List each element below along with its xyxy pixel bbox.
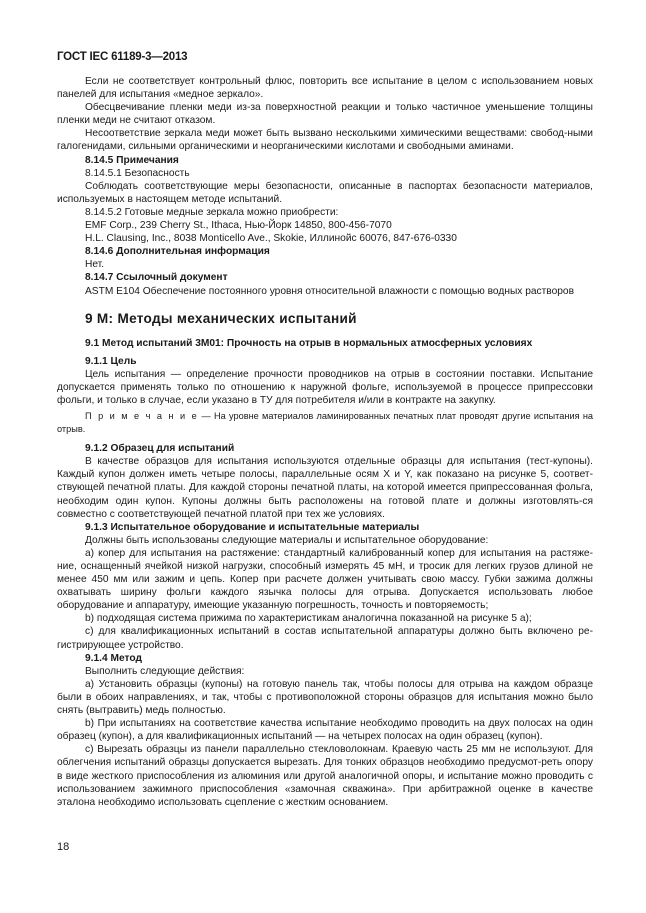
paragraph: Несоответствие зеркала меди может быть вызвано несколькими химическими веществами: свобод-ными галогенидами, сильными органическими и неорганическими кислотами и свободными аминами.: [57, 128, 593, 153]
heading-9-1-1: 9.1.1 Цель: [85, 355, 137, 367]
list-item: с) для квалификационных испытаний в состав испытательной аппаратуры должно быть включено ре-гистрирующее устройство.: [57, 626, 593, 651]
heading-9-1-4: 9.1.4 Метод: [85, 652, 142, 664]
paragraph: Если не соответствует контрольный флюс, повторить все испытание в целом с использованием новых панелей для испытания «медное зеркало».: [57, 76, 593, 101]
heading-8-14-5: 8.14.5 Примечания: [85, 154, 179, 166]
heading-9-1: 9.1 Метод испытаний 3М01: Прочность на отрыв в нормальных атмосферных условиях: [85, 337, 533, 349]
paragraph: Обесцвечивание пленки меди из-за поверхностной реакции и только частичное уменьшение толщины пленки меди не считают отказом.: [57, 102, 593, 127]
heading-8-14-5-1: 8.14.5.1 Безопасность: [85, 167, 190, 179]
list-item: а) Установить образцы (купоны) на готовую панель так, чтобы полосы для отрыва на каждом образце были в обоих направлениях, и так, чтобы с противоположной стороны образцов для испытания можно было снять (вытравить) медь полностью.: [57, 678, 593, 717]
document-header: ГОСТ IEC 61189-3—2013: [57, 51, 188, 63]
paragraph: Нет.: [85, 259, 105, 271]
list-item: b) подходящая система прижима по характеристикам аналогична показанной на рисунке 5 а);: [85, 613, 532, 625]
heading-9-1-2: 9.1.2 Образец для испытаний: [85, 443, 235, 455]
list-item: а) копер для испытания на растяжение: стандартный калиброванный копер для испытания на растяже-ние, оснащенный ячейкой низкой нагрузки, способный измерять 45 мН, и тросик для легких грузов длиной не менее 450 мм или зажим и цепь. Копер при расчете должен учитывать свою массу. Губки зажима должны охватывать ширину фольги каждого язычка полосы для отрыва. Допускается использовать любое оборудование и аппаратуру, имеющие указанную погрешность, точность и повторяемость;: [57, 547, 593, 612]
heading-8-14-7: 8.14.7 Ссылочный документ: [85, 272, 228, 284]
heading-8-14-5-2: 8.14.5.2 Готовые медные зеркала можно приобрести:: [85, 206, 339, 218]
section-title: 9 М: Методы механических испытаний: [85, 310, 357, 326]
list-item: b) При испытаниях на соответствие качества испытание необходимо проводить на двух полосах на один образец (купон), а для квалификационных испытаний — на четырех полосах на один образец (купон).: [57, 718, 593, 743]
paragraph: Должны быть использованы следующие материалы и испытательное оборудование:: [85, 534, 489, 546]
note-text: — На уровне материалов ламинированных печатных плат проводят другие испытания на отрыв.: [57, 411, 593, 434]
heading-9-1-3: 9.1.3 Испытательное оборудование и испытательные материалы: [85, 521, 420, 533]
supplier-line: EMF Corp., 239 Cherry St., Ithaca, Нью-Йорк 14850, 800-456-7070: [85, 220, 392, 232]
heading-8-14-6: 8.14.6 Дополнительная информация: [85, 246, 270, 258]
note-label: П р и м е ч а н и е: [85, 411, 199, 422]
page-number: 18: [57, 841, 70, 853]
paragraph: Выполнить следующие действия:: [85, 665, 245, 677]
paragraph: Цель испытания — определение прочности проводников на отрыв в состоянии поставки. Испытание допускается применять только по отношению к наружной фольге, используемой в процессе припрессовки фольги, и только в случае, если указано в ТУ для потребителя и/или в контракте на закупку.: [57, 368, 593, 407]
document-body: [57, 75, 593, 809]
list-item: с) Вырезать образцы из панели параллельно стекловолокнам. Краевую часть 25 мм не используют. Для облегчения испытаний образцы допускается вырезать. Для тонких образцов необходимо предусмот-реть опору в виде жесткого приспособления из алюминия или другой аналогичной опоры, и испытание можно проводить с использованием зажимного приспособления «замочная скважина». При арбитражной оценке в качестве эталона необходимо использовать сцепление с жестким основанием.: [57, 744, 593, 808]
paragraph: Соблюдать соответствующие меры безопасности, описанные в паспортах безопасности материалов, используемых в настоящем методе испытаний.: [57, 180, 593, 205]
supplier-line: H.L. Clausing, Inc., 8038 Monticello Ave., Skokie, Иллинойс 60076, 847-676-0330: [85, 233, 457, 245]
note: [57, 410, 593, 435]
paragraph: В качестве образцов для испытания используются отдельные образцы для испытания (тест-купоны). Каждый купон должен иметь четыре полосы, параллельные осям X и Y, как показано на рисунке 5, соответ-ствующей печатной платы. Для каждой стороны печатной платы, на которой имеется припрессованная фольга, необходим один купон. Купоны должны быть расположены на готовой плате и должны изготовлять-ся совместно с соответствующей печатной платой при тех же условиях.: [57, 456, 593, 520]
reference-line: ASTM E104 Обеспечение постоянного уровня относительной влажности с помощью водных растворов: [85, 285, 574, 297]
